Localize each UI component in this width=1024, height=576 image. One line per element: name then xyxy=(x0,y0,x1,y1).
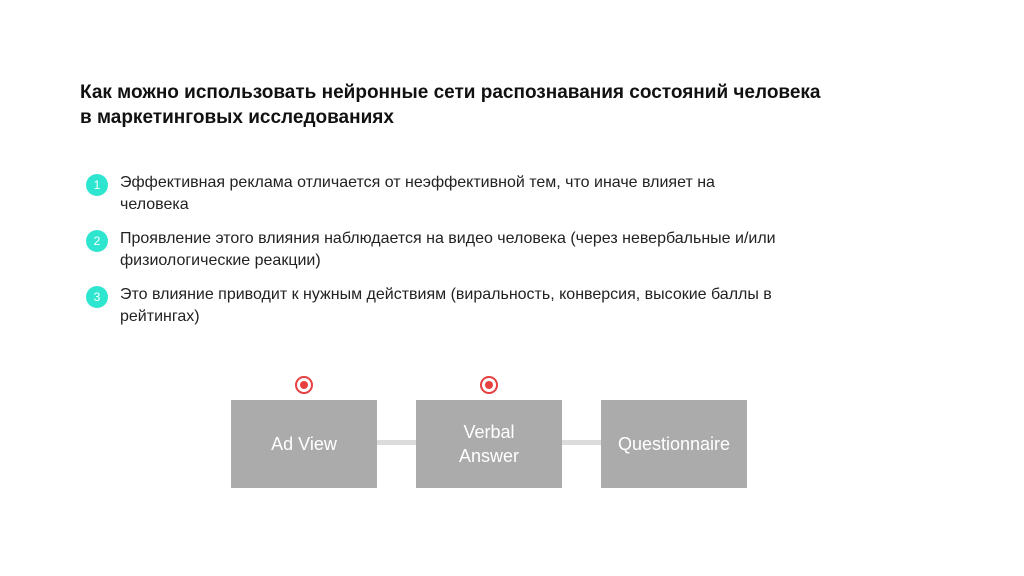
point-3-line-2: рейтингах) xyxy=(120,308,200,325)
title-line-1: Как можно использовать нейронные сети распознавания состояний человека xyxy=(80,82,821,103)
slide-title xyxy=(80,80,980,130)
step-verbal-answer xyxy=(416,400,562,488)
record-icon xyxy=(480,376,498,394)
point-1 xyxy=(86,172,946,216)
step-ad-view xyxy=(231,400,377,488)
connector-2 xyxy=(561,440,603,445)
point-2-line-2: физиологические реакции) xyxy=(120,252,321,269)
connector-1 xyxy=(376,440,418,445)
point-2-line-1: Проявление этого влияния наблюдается на видео человека (через невербальные и/или xyxy=(120,230,776,247)
point-3 xyxy=(86,284,946,328)
point-3-line-1: Это влияние приводит к нужным действиям (виральность, конверсия, высокие баллы в xyxy=(120,286,772,303)
step-questionnaire-label: Questionnaire xyxy=(617,434,731,454)
step-questionnaire xyxy=(601,400,747,488)
step-ad-view-label: Ad View xyxy=(271,434,337,454)
number-badge-3: 3 xyxy=(86,286,108,308)
step-verbal-answer-label-1: Verbal xyxy=(463,422,515,442)
point-list xyxy=(86,172,946,340)
step-verbal-answer-label-2: Answer xyxy=(458,446,520,466)
number-badge-1: 1 xyxy=(86,174,108,196)
record-icon xyxy=(295,376,313,394)
point-2 xyxy=(86,228,946,272)
number-badge-2: 2 xyxy=(86,230,108,252)
title-line-2: в маркетинговых исследованиях xyxy=(80,107,394,128)
point-1-line-2: человека xyxy=(120,196,189,213)
point-1-line-1: Эффективная реклама отличается от неэффективной тем, что иначе влияет на xyxy=(120,174,715,191)
